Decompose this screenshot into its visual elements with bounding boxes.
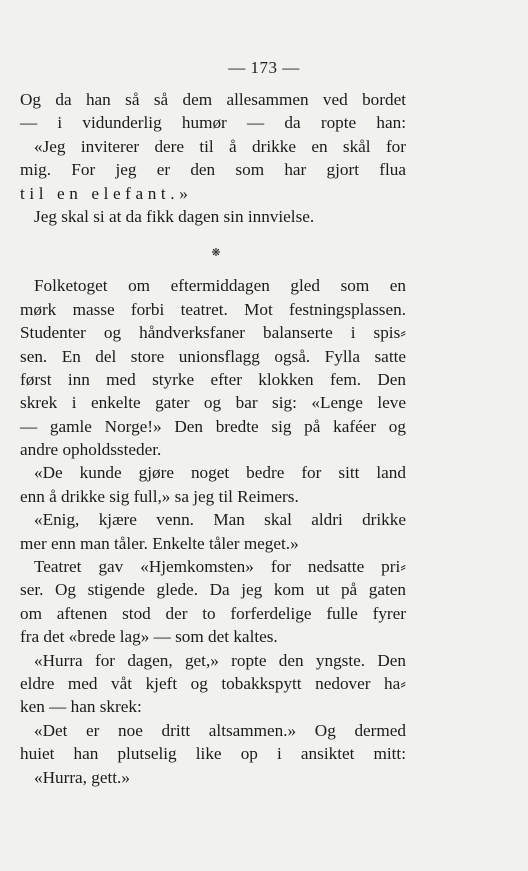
text-line: — i vidunderlig humør — da ropte han: (20, 113, 406, 133)
text-line: først inn med styrke efter klokken fem. Den (20, 369, 406, 389)
text-line: mørk masse forbi teatret. Mot festningsplassen. (20, 299, 406, 319)
text-line: skrek i enkelte gater og bar sig: «Lenge leve (20, 393, 406, 413)
text-line: «Enig, kjære venn. Man skal aldri drikke (34, 510, 406, 530)
text-line: «Det er noe dritt altsammen.» Og dermed (34, 720, 406, 740)
text-line: Teatret gav «Hjemkomsten» for nedsatte pri⸗ (34, 557, 406, 577)
text-line: enn å drikke sig full,» sa jeg til Reimers. (20, 486, 299, 506)
text-line: mig. For jeg er den som har gjort flua (20, 160, 406, 180)
text-line: til en elefant.» (20, 183, 193, 203)
page-number: — 173 — (228, 58, 300, 77)
text-line: huiet han plutselig like op i ansiktet mitt: (20, 744, 406, 764)
text-line: «De kunde gjøre noget bedre for sitt land (34, 463, 406, 483)
text-line: «Hurra for dagen, get,» ropte den yngste. Den (34, 650, 406, 670)
text-line: — gamle Norge!» Den bredte sig på kaféer og (20, 416, 406, 436)
text-line: om aftenen stod der to forferdelige fulle fyrer (20, 603, 406, 623)
text-line: ser. Og stigende glede. Da jeg kom ut på gaten (20, 580, 406, 600)
text-line: «Jeg inviterer dere til å drikke en skål for (34, 136, 406, 156)
text-line: Folketoget om eftermiddagen gled som en (34, 276, 406, 296)
text-line: Jeg skal si at da fikk dagen sin innvielse. (34, 206, 315, 226)
text-line: ken — han skrek: (20, 697, 142, 717)
text-line: Studenter og håndverksfaner balanserte i spis⸗ (20, 323, 406, 343)
text-line: mer enn man tåler. Enkelte tåler meget.» (20, 533, 299, 553)
text-line: eldre med våt kjeft og tobakkspytt nedover ha⸗ (20, 673, 406, 693)
text-line: sen. En del store unionsflagg også. Fylla satte (20, 346, 406, 366)
section-break-ornament: ❋ (211, 247, 221, 260)
text-line: «Hurra, gett.» (34, 767, 130, 787)
text-line: Og da han så så dem allesammen ved bordet (20, 90, 406, 109)
text-line: fra det «brede lag» — som det kaltes. (20, 627, 278, 647)
body-text (20, 88, 406, 789)
text-line: andre opholdssteder. (20, 440, 162, 460)
